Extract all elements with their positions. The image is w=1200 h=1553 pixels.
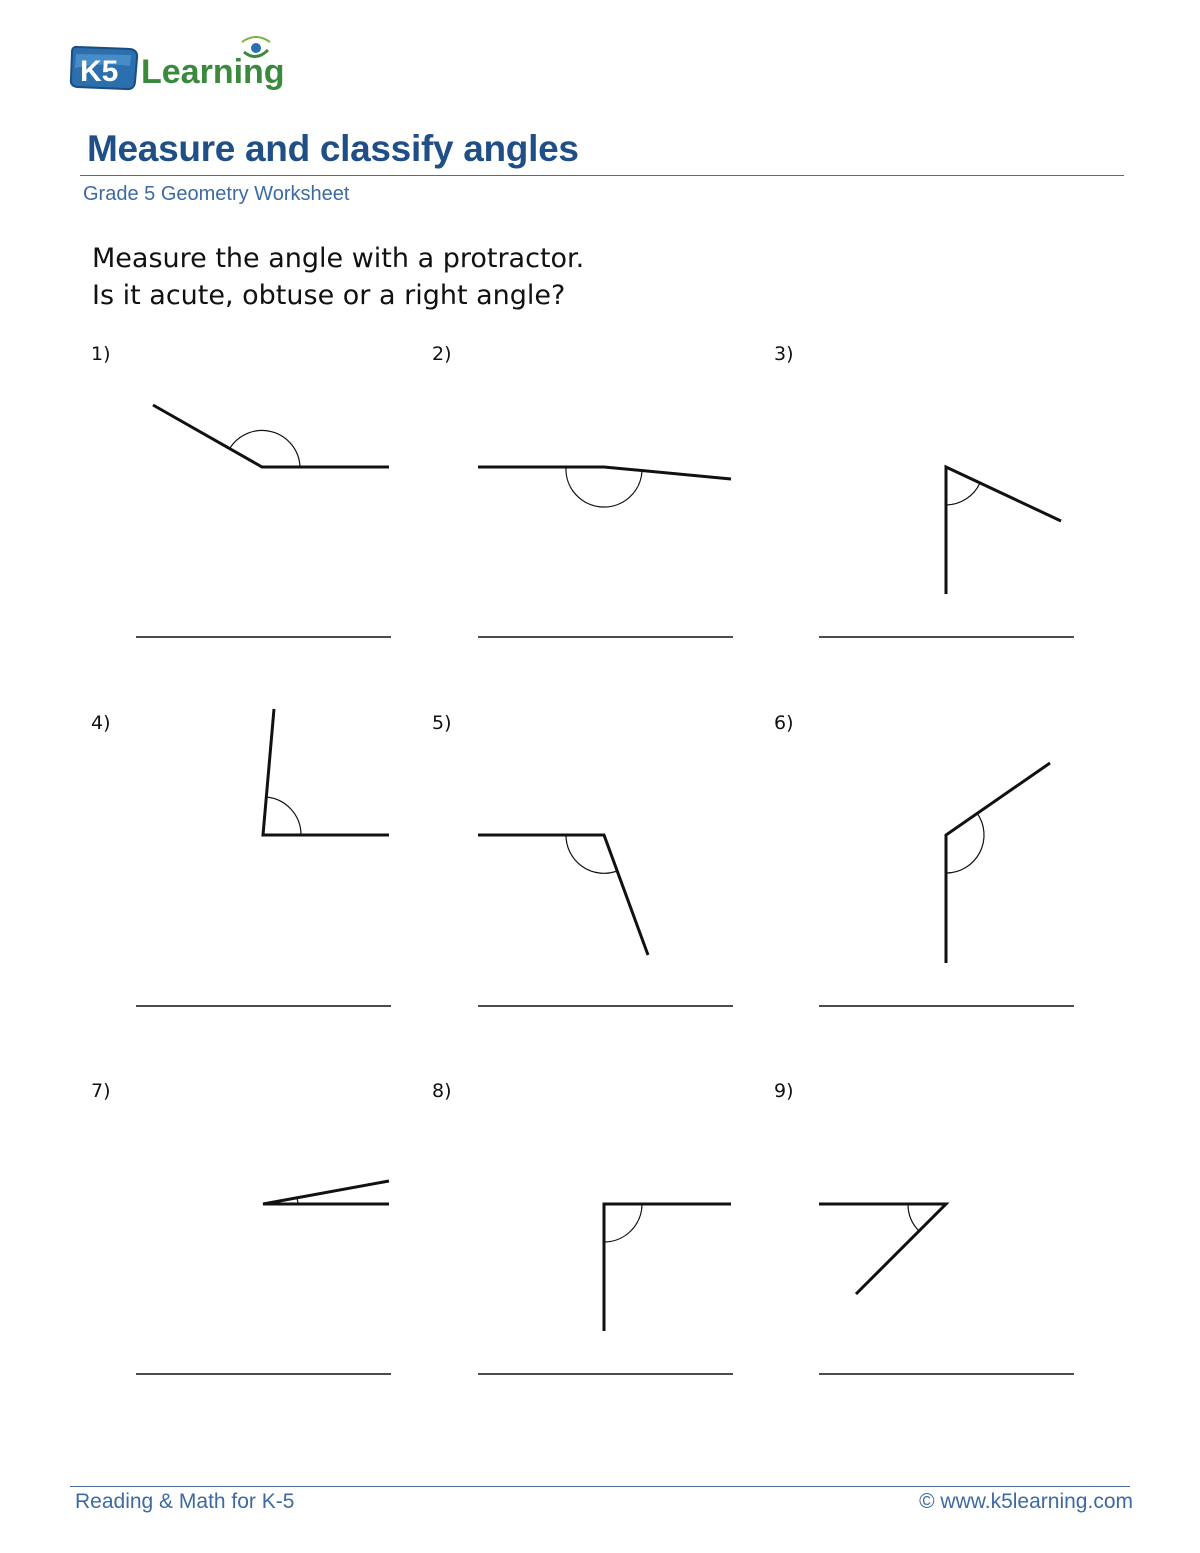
question-number: 7) (91, 1080, 111, 1102)
angle-figure-6 (946, 763, 1050, 963)
question-number: 4) (91, 712, 111, 734)
angle-figure-7 (263, 1181, 389, 1204)
question-number: 2) (432, 343, 452, 365)
angle-figure-1 (153, 405, 389, 467)
angle-figure-2 (478, 467, 731, 507)
question-number: 8) (432, 1080, 452, 1102)
footer-divider (70, 1486, 1130, 1487)
svg-text:K5: K5 (80, 55, 119, 88)
question-number: 1) (91, 343, 111, 365)
angle-figure-9 (819, 1204, 946, 1294)
question-number: 9) (774, 1080, 794, 1102)
page-subtitle: Grade 5 Geometry Worksheet (83, 183, 350, 205)
angle-figure-4 (263, 709, 389, 835)
question-number: 6) (774, 712, 794, 734)
question-number: 3) (774, 343, 794, 365)
question-number: 5) (432, 712, 452, 734)
angle-figure-8 (604, 1204, 731, 1331)
instruction-line: Measure the angle with a protractor. (92, 243, 585, 274)
page-title: Measure and classify angles (87, 128, 579, 169)
footer-tagline: Reading & Math for K-5 (75, 1490, 295, 1513)
instruction-line: Is it acute, obtuse or a right angle? (92, 280, 566, 311)
angle-figure-3 (946, 467, 1061, 594)
svg-text:Learning: Learning (141, 53, 285, 91)
footer-website-link[interactable]: © www.k5learning.com (919, 1490, 1133, 1513)
angle-figure-5 (478, 835, 648, 955)
